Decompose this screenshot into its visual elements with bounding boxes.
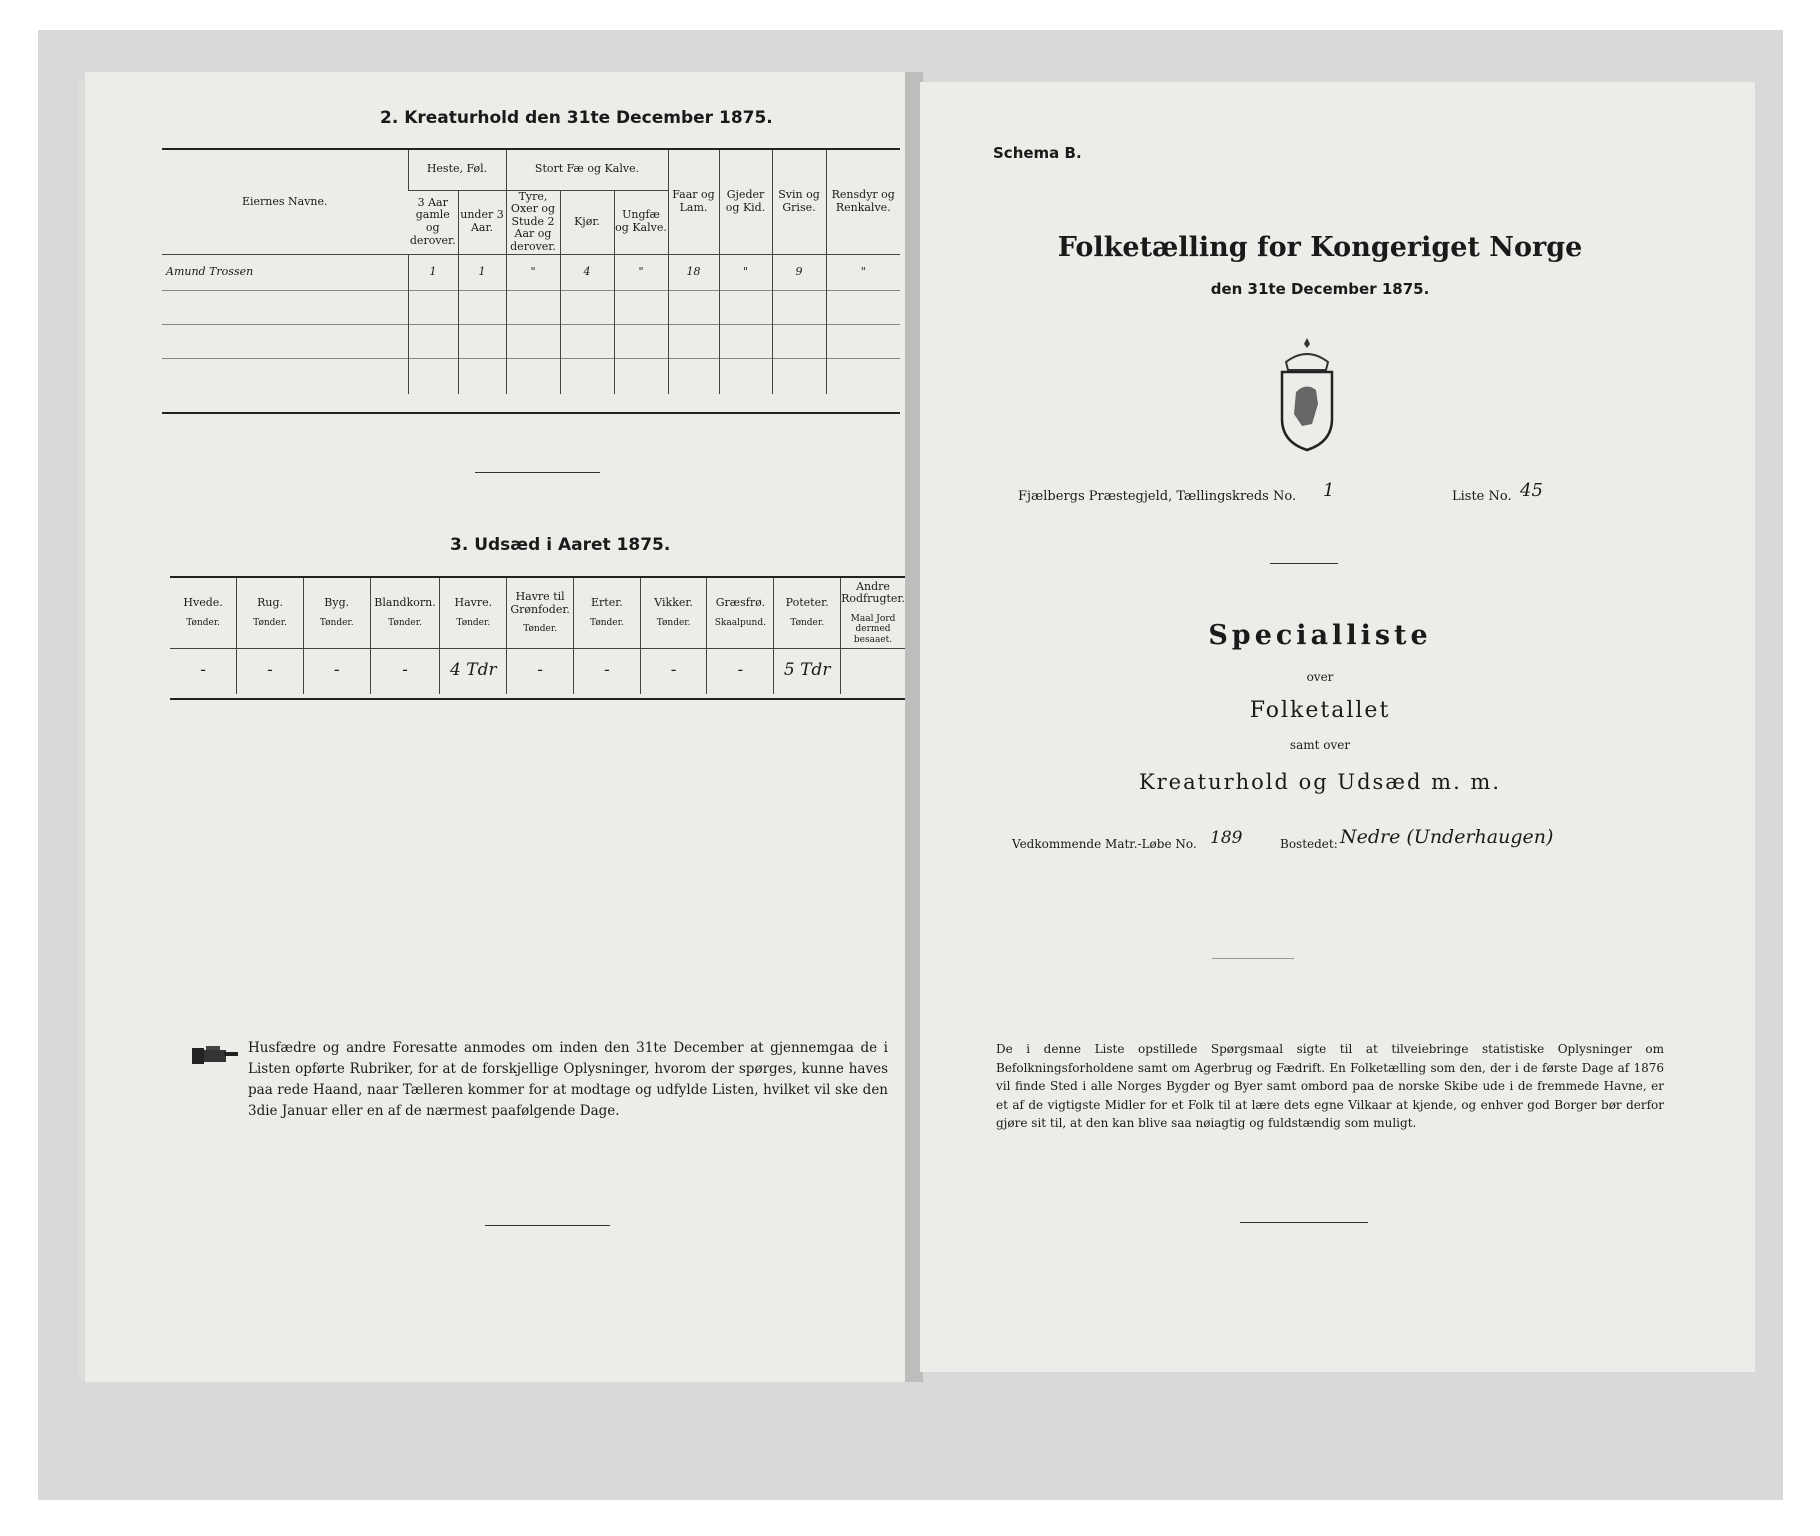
table-bottom-rule	[162, 412, 900, 414]
footer-text: De i denne Liste opstillede Spørgsmaal sigte til at tilveiebringe statistiske Oplysninger om Befolkningsforholdene samt om Agerbrug og Fædrift. En Folketælling som den, der i de første Dage af 1876 vil finde Sted i alle Norges Bygder og Byer samt ombord paa de norske Skibe ude i de fremmede Havne, er et af de vigtigste Midler for et Folk til at lære dets egne Vilkaar at kjende, og enhver god Borger bør derfor gjøre sit til, at den kan blive saa nøiagtig og fuldstændig som muligt.	[996, 1042, 1664, 1131]
matr-number: 189	[1210, 828, 1243, 848]
livestock-table	[162, 150, 900, 394]
matr-label: Vedkommende Matr.-Løbe No.	[1012, 837, 1197, 851]
header-cattle-young: Ungfæ og Kalve.	[614, 190, 668, 254]
cell-cattle-bulls: "	[506, 254, 560, 290]
cell-horses-old: 1	[408, 254, 458, 290]
seed-value-cell	[841, 648, 905, 694]
cell-cattle-cows: 4	[560, 254, 614, 290]
cell-reindeer: "	[826, 254, 900, 290]
seed-header-unit: Maal Jord dermed besaaet.	[850, 613, 896, 645]
seed-header-unit: Tønder.	[186, 617, 220, 628]
seed-header-name: Blandkorn.	[374, 596, 436, 610]
section-3-title: 3. Udsæd i Aaret 1875.	[450, 535, 671, 555]
divider	[1240, 1222, 1368, 1223]
seed-header-name: Erter.	[591, 596, 623, 610]
header-cattle-cows: Kjør.	[560, 190, 614, 254]
table-row	[162, 254, 900, 290]
seed-header	[370, 578, 440, 648]
seed-value-cell: -	[237, 648, 304, 694]
table-row-empty	[162, 324, 900, 358]
seed-header-name: Vikker.	[654, 596, 693, 610]
notice-text: Husfædre og andre Foresatte anmodes om inden den 31te December at gjennemgaa de i Listen opførte Rubriker, for at de forskjellige Oplysninger, hvorom der spørges, kunne haves paa rede Haand, naar Tælleren kommer for at modtage og udfylde Listen, hvilket vil ske den 3die Januar eller en af de nærmest paafølgende Dage.	[248, 1040, 888, 1119]
divider	[1212, 958, 1294, 959]
header-owner: Eiernes Navne.	[162, 150, 408, 254]
header-horses-young: under 3 Aar.	[458, 190, 506, 254]
divider	[475, 472, 600, 473]
seed-value-cell: -	[507, 648, 574, 694]
cell-goats: "	[719, 254, 772, 290]
seed-header	[841, 578, 905, 648]
seed-header	[440, 578, 507, 648]
over-text: over	[1306, 670, 1334, 684]
seed-value-cell: 5 Tdr	[774, 648, 841, 694]
specialliste-heading: Specialliste	[1208, 620, 1432, 651]
header-sheep: Faar og Lam.	[668, 150, 719, 254]
seed-header-name: Andre Rodfrugter.	[841, 579, 905, 606]
seed-header-name: Byg.	[324, 596, 350, 610]
district-number: 1	[1323, 480, 1335, 501]
right-page	[920, 82, 1755, 1372]
section-2-title: 2. Kreaturhold den 31te December 1875.	[380, 108, 773, 128]
seed-header-unit: Tønder.	[388, 617, 422, 628]
seed-header-unit: Tønder.	[319, 617, 354, 628]
list-number: 45	[1520, 480, 1543, 501]
cell-horses-young: 1	[458, 254, 506, 290]
header-horses: Heste, Føl.	[408, 150, 506, 190]
seed-value-cell: -	[370, 648, 440, 694]
header-reindeer: Rensdyr og Renkalve.	[826, 150, 900, 254]
seed-value-cell: -	[707, 648, 774, 694]
seed-value-cell: -	[574, 648, 641, 694]
seed-header	[170, 578, 237, 648]
seed-header-unit: Tønder.	[523, 624, 557, 635]
seed-header-unit: Tønder.	[790, 617, 825, 628]
schema-label: Schema B.	[993, 144, 1082, 162]
seed-value-row	[170, 648, 905, 694]
divider	[1270, 563, 1338, 564]
seed-header-name: Hvede.	[183, 596, 223, 610]
seed-header-unit: Tønder.	[656, 617, 691, 628]
list-label: Liste No.	[1452, 489, 1512, 504]
seed-header-unit: Tønder.	[590, 617, 624, 628]
seed-header-name: Græsfrø.	[715, 596, 766, 610]
seed-header-unit: Skaalpund.	[714, 617, 766, 628]
seed-header-name: Poteter.	[785, 596, 829, 610]
seed-header-unit: Tønder.	[456, 617, 491, 628]
seed-value-cell: -	[303, 648, 370, 694]
cell-sheep: 18	[668, 254, 719, 290]
seed-header	[774, 578, 841, 648]
header-cattle: Stort Fæ og Kalve.	[506, 150, 668, 190]
seed-header	[507, 578, 574, 648]
seed-header-row	[170, 578, 905, 648]
seed-header-name: Havre.	[454, 596, 493, 610]
seed-table-bottom-rule	[170, 698, 905, 700]
samt-over-text: samt over	[1289, 738, 1351, 752]
header-horses-old: 3 Aar gamle og derover.	[408, 190, 458, 254]
seed-header-unit: Tønder.	[253, 617, 287, 628]
seed-header-name: Rug.	[257, 596, 283, 610]
table-row-empty	[162, 358, 900, 394]
folketallet-heading: Folketallet	[1249, 698, 1391, 723]
seed-header	[707, 578, 774, 648]
cell-cattle-young: "	[614, 254, 668, 290]
coat-of-arms-icon	[1272, 334, 1342, 458]
seed-header	[574, 578, 641, 648]
header-goats: Gjeder og Kid.	[719, 150, 772, 254]
seed-header	[303, 578, 370, 648]
seed-header	[237, 578, 304, 648]
seed-value-cell: 4 Tdr	[440, 648, 507, 694]
seed-table	[170, 578, 905, 694]
seed-value-cell: -	[200, 660, 206, 681]
seed-header	[640, 578, 707, 648]
header-cattle-bulls: Tyre, Oxer og Stude 2 Aar og derover.	[506, 190, 560, 254]
kreaturhold-heading: Kreaturhold og Udsæd m. m.	[1138, 770, 1502, 794]
divider	[485, 1225, 610, 1226]
seed-header-name: Havre til Grønfoder.	[510, 589, 570, 616]
bosted-label: Bostedet:	[1280, 837, 1338, 851]
owner-name: Amund Trossen	[166, 264, 254, 278]
header-pigs: Svin og Grise.	[772, 150, 826, 254]
pointing-hand-icon	[190, 1042, 240, 1072]
census-title: Folketælling for Kongeriget Norge	[1057, 232, 1583, 263]
table-row-empty	[162, 290, 900, 324]
bosted-value: Nedre (Underhaugen)	[1340, 826, 1554, 848]
parish-label: Fjælbergs Præstegjeld, Tællingskreds No.	[1018, 489, 1297, 504]
seed-value-cell: -	[640, 648, 707, 694]
cell-pigs: 9	[772, 254, 826, 290]
census-date: den 31te December 1875.	[1210, 280, 1430, 298]
